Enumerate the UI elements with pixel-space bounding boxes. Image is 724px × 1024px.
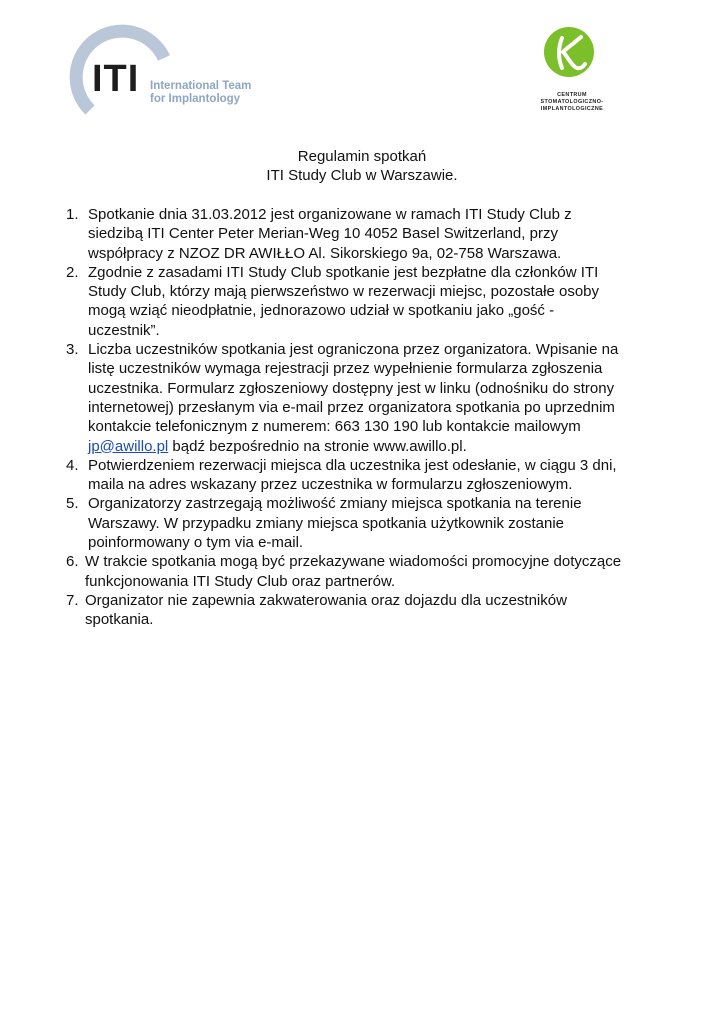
list-item-line: Organizator nie zapewnia zakwaterowania oraz dojazdu dla uczestników [85, 591, 567, 609]
list-item-line: kontakcie telefonicznym z numerem: 663 130 190 lub kontakcie mailowym [88, 418, 581, 436]
iti-subtitle-line2: for Implantology [150, 93, 241, 105]
list-item-number: 1. [66, 206, 79, 223]
list-item-line: maila na adres wskazany przez uczestnika w formularzu zgłoszeniowym. [88, 476, 573, 494]
list-item-3 [66, 340, 666, 456]
centrum-line1: CENTRUM [557, 92, 587, 98]
rules-list [66, 205, 666, 630]
centrum-logo-text [522, 92, 622, 113]
iti-logo [68, 18, 258, 118]
ksi-emblem-icon [543, 26, 595, 78]
list-item-line: współpracy z NZOZ DR AWIŁŁO Al. Sikorskiego 9a, 02-758 Warszawa. [88, 244, 562, 262]
centrum-line2: STOMATOLOGICZNO- [540, 99, 604, 105]
list-item-number: 2. [66, 263, 79, 281]
list-item-number: 3. [66, 341, 79, 359]
list-item-7 [66, 591, 666, 630]
list-item-2 [66, 263, 666, 340]
iti-logo-text: ITI [92, 58, 140, 100]
list-item-line: internetowej) przesłanym via e-mail przez organizatora spotkania po uprzednim [88, 398, 615, 416]
list-item-number: 6. [66, 553, 79, 571]
list-item-number: 5. [66, 495, 79, 513]
list-item-line: mogą wziąć nieodpłatnie, jednorazowo udział w spotkaniu jako „gość - [88, 302, 555, 320]
list-item-line: spotkania. [85, 611, 154, 629]
document-title-line1: Regulamin spotkań [297, 148, 427, 165]
iti-subtitle-line1: International Team [150, 80, 252, 92]
iti-logo-subtitle [150, 80, 251, 106]
list-item-line-rest: bądź bezpośrednio na stronie www.awillo.pl. [168, 437, 467, 455]
list-item-line: Liczba uczestników spotkania jest ograniczona przez organizatora. Wpisanie na [88, 341, 619, 359]
centrum-logo [522, 26, 622, 118]
list-item-line: Warszawy. W przypadku zmiany miejsca spotkania użytkownik zostanie [88, 514, 565, 532]
list-item-line: Spotkanie dnia 31.03.2012 jest organizowane w ramach ITI Study Club z [88, 206, 572, 223]
list-item-line: Zgodnie z zasadami ITI Study Club spotkanie jest bezpłatne dla członków ITI [88, 263, 599, 281]
list-item-line: Organizatorzy zastrzegają możliwość zmiany miejsca spotkania na terenie [88, 495, 582, 513]
list-item-line [88, 437, 666, 456]
list-item-line: siedzibą ITI Center Peter Merian-Weg 10 4052 Basel Switzerland, przy [88, 225, 558, 243]
list-item-line: Potwierdzeniem rezerwacji miejsca dla uczestnika jest odesłanie, w ciągu 3 dni, [88, 456, 617, 474]
list-item-line: funkcjonowania ITI Study Club oraz partnerów. [85, 572, 396, 590]
list-item-line: Study Club, którzy mają pierwszeństwo w rezerwacji miejsc, pozostałe osoby [88, 283, 600, 301]
list-item-number: 7. [66, 591, 79, 609]
list-item-line: uczestnika. Formularz zgłoszeniowy dostępny jest w linku (odnośniku do strony [88, 379, 615, 397]
list-item-line: W trakcie spotkania mogą być przekazywane wiadomości promocyjne dotyczące [85, 553, 622, 571]
list-item-line: poinformowany o tym via e-mail. [88, 534, 304, 552]
email-link[interactable]: jp@awillo.pl [88, 437, 169, 455]
list-item-1 [66, 205, 666, 263]
centrum-line3: IMPLANTOLOGICZNE [540, 106, 604, 112]
list-item-5 [66, 494, 666, 552]
document-title-line2: ITI Study Club w Warszawie. [266, 167, 458, 184]
list-item-line: listę uczestników wymaga rejestracji przez wypełnienie formularza zgłoszenia [88, 360, 603, 378]
list-item-6 [66, 552, 666, 591]
list-item-4 [66, 456, 666, 495]
list-item-number: 4. [66, 456, 79, 474]
list-item-line: uczestnik”. [88, 321, 160, 339]
